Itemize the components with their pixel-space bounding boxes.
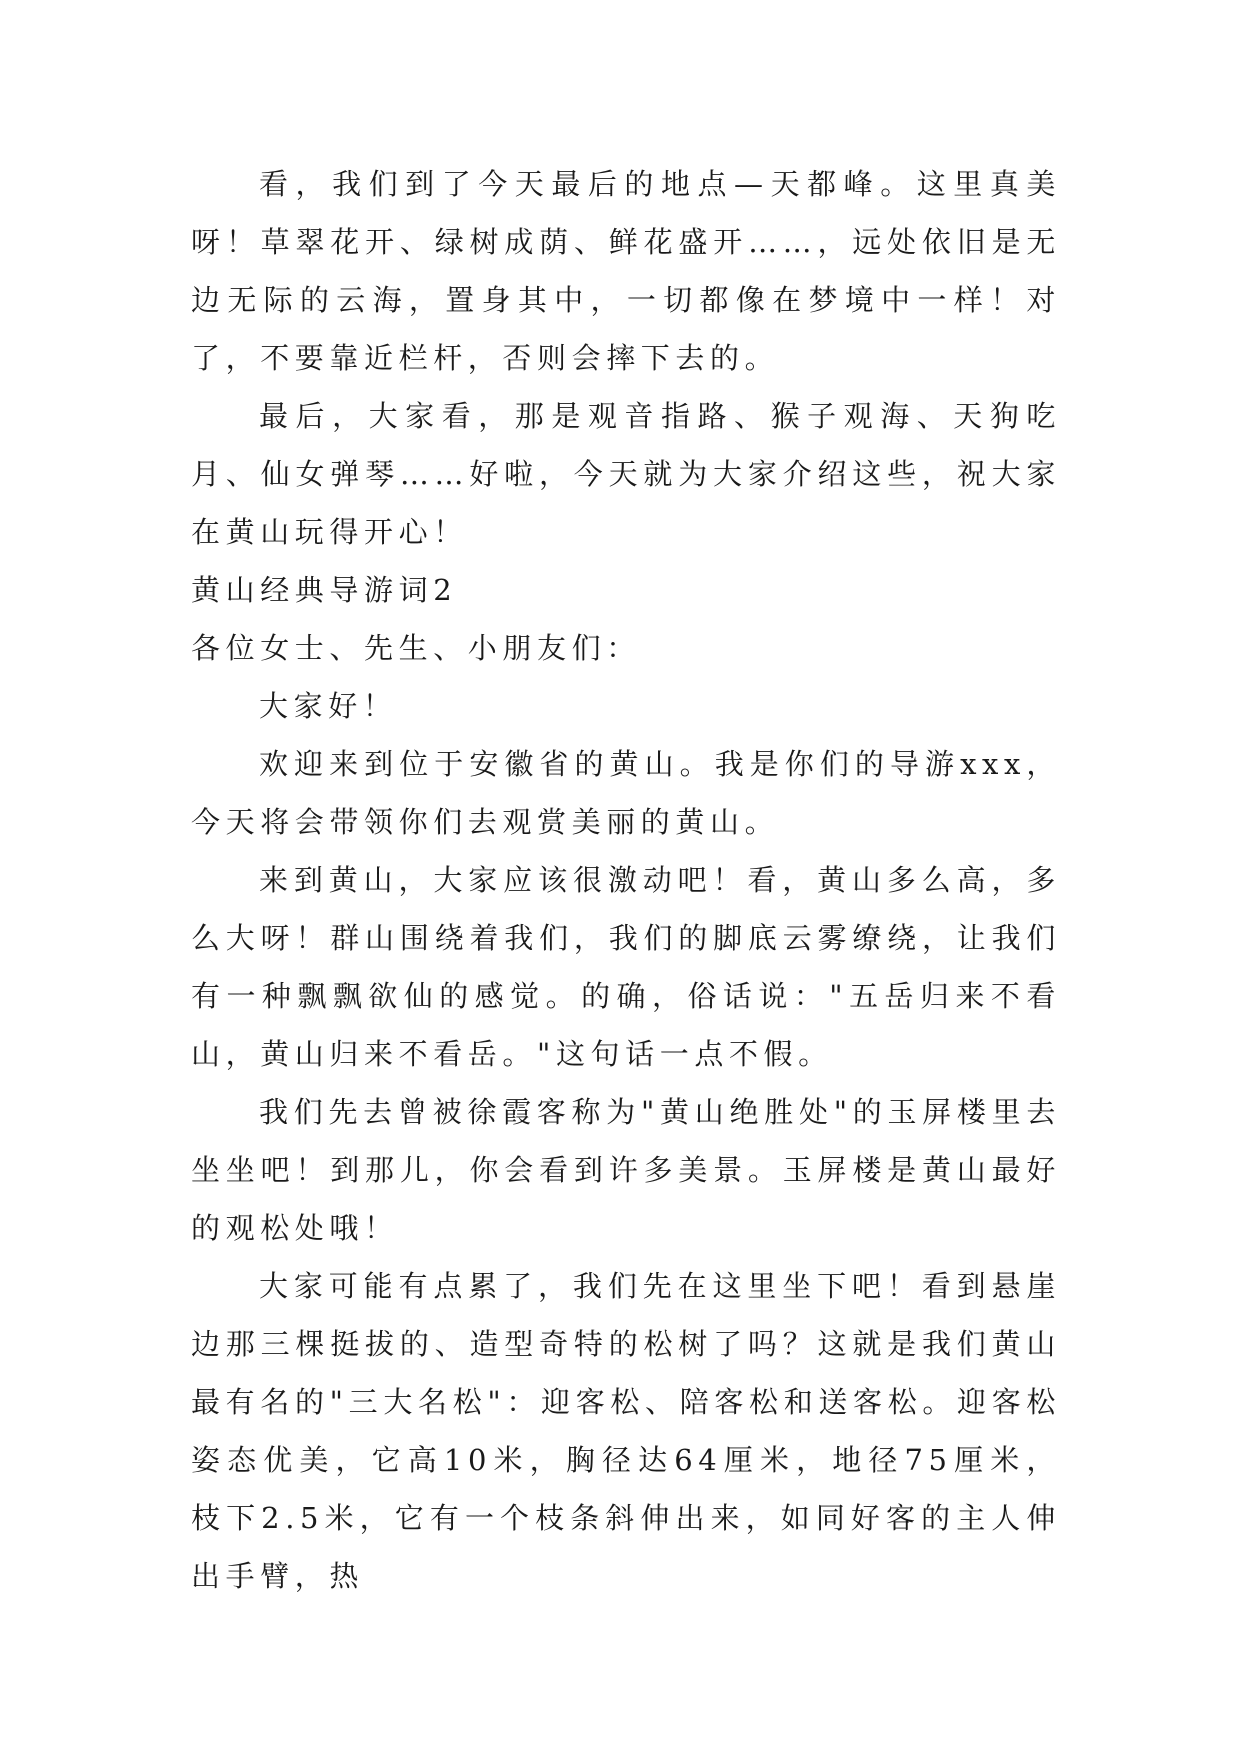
greeting-line: 各位女士、先生、小朋友们： (191, 631, 641, 665)
paragraph-arrival: 来到黄山，大家应该很激动吧！看，黄山多么高，多么大呀！群山围绕着我们，我们的脚底云雾缭绕，让我们有一种飘飘欲仙的感觉。的确，俗话说："五岳归来不看山，黄山归来不看岳。"这句话一点不假。 (191, 863, 1061, 1071)
paragraph-yuping-tower: 我们先去曾被徐霞客称为"黄山绝胜处"的玉屏楼里去坐坐吧！到那儿，你会看到许多美景。玉屏楼是黄山最好的观松处哦！ (191, 1095, 1061, 1245)
paragraph-tiandu-peak: 看，我们到了今天最后的地点—天都峰。这里真美呀！草翠花开、绿树成荫、鲜花盛开……，远处依旧是无边无际的云海，置身其中，一切都像在梦境中一样！对了，不要靠近栏杆，否则会摔下去的。 (191, 167, 1061, 375)
paragraph-closing-scenery: 最后，大家看，那是观音指路、猴子观海、天狗吃月、仙女弹琴……好啦，今天就为大家介绍这些，祝大家在黄山玩得开心！ (191, 399, 1061, 549)
paragraph-welcome: 欢迎来到位于安徽省的黄山。我是你们的导游xxx，今天将会带领你们去观赏美丽的黄山。 (191, 747, 1061, 839)
paragraph-three-pines: 大家可能有点累了，我们先在这里坐下吧！看到悬崖边那三棵挺拔的、造型奇特的松树了吗？这就是我们黄山最有名的"三大名松"：迎客松、陪客松和送客松。迎客松姿态优美，它高10米，胸径达64厘米，地径75厘米，枝下2.5米，它有一个枝条斜伸出来，如同好客的主人伸出手臂，热 (191, 1269, 1061, 1593)
document-body (191, 155, 1061, 1605)
section-heading: 黄山经典导游词2 (191, 573, 458, 607)
paragraph-hello: 大家好！ (259, 689, 398, 723)
